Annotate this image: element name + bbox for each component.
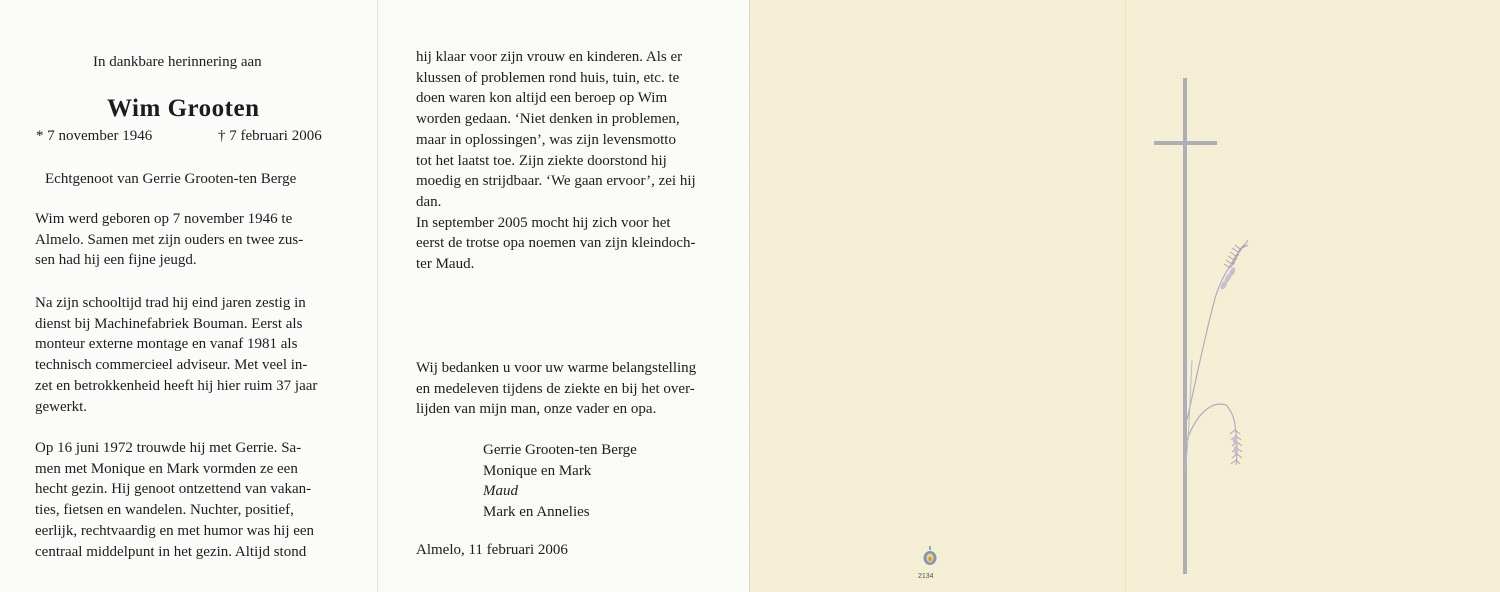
spouse-line: Echtgenoot van Gerrie Grooten-ten Berge xyxy=(45,171,297,187)
signatory: Maud xyxy=(483,483,518,500)
text-line: eerst de trotse opa noemen van zijn kleindoch- xyxy=(416,235,696,252)
text-line: moedig en strijdbaar. ‘We gaan ervoor’, zei hij xyxy=(416,173,696,190)
text-line: ties, fietsen en wandelen. Nuchter, positief, xyxy=(35,502,294,519)
text-line: hecht gezin. Hij genoot ontzettend van vakan- xyxy=(35,481,312,498)
text-line: eerlijk, rechtvaardig en met humor was hij een xyxy=(35,522,315,539)
text-line: Wim werd geboren op 7 november 1946 te xyxy=(35,211,293,227)
paragraph-character xyxy=(416,47,722,275)
text-line: centraal middelpunt in het gezin. Altijd stond xyxy=(35,543,307,560)
text-line: Almelo. Samen met zijn ouders en twee zus- xyxy=(35,231,304,248)
paragraph-birth xyxy=(35,209,341,271)
text-line: worden gedaan. ‘Niet denken in problemen, xyxy=(416,111,680,128)
birth-date: * 7 november 1946 xyxy=(36,128,153,144)
cross-with-wheat-icon xyxy=(1126,0,1500,592)
text-line: sen had hij een fijne jeugd. xyxy=(35,252,197,269)
text-line: technisch commercieel adviseur. Met veel in- xyxy=(35,357,308,374)
printer-logo-icon xyxy=(921,545,939,567)
signatory: Mark en Annelies xyxy=(483,504,590,521)
death-date: † 7 februari 2006 xyxy=(218,128,322,144)
place-date: Almelo, 11 februari 2006 xyxy=(416,542,568,558)
signatory: Gerrie Grooten-ten Berge xyxy=(483,442,637,458)
signatories xyxy=(483,440,637,523)
text-line: gewerkt. xyxy=(35,398,88,415)
front-panel xyxy=(1125,0,1500,592)
text-line: lijden van mijn man, onze vader en opa. xyxy=(416,401,657,418)
right-text-panel xyxy=(378,0,750,592)
text-line: dan. xyxy=(416,193,442,210)
text-line: ter Maud. xyxy=(416,256,475,273)
paragraph-career xyxy=(35,293,341,417)
text-line: zet en betrokkenheid heeft hij hier ruim 37 jaar xyxy=(35,377,318,394)
intro-line: In dankbare herinnering aan xyxy=(93,54,262,70)
back-panel xyxy=(750,0,1125,592)
signatory: Monique en Mark xyxy=(483,462,592,479)
text-line: Op 16 juni 1972 trouwde hij met Gerrie. Sa- xyxy=(35,440,302,456)
paragraph-family xyxy=(35,438,341,562)
deceased-name: Wim Grooten xyxy=(107,95,260,122)
text-line: en medeleven tijdens de ziekte en bij het over- xyxy=(416,380,695,397)
text-line: dienst bij Machinefabriek Bouman. Eerst als xyxy=(35,315,303,332)
left-text-panel xyxy=(0,0,378,592)
text-line: hij klaar voor zijn vrouw en kinderen. Als er xyxy=(416,49,683,65)
text-line: maar in oplossingen’, was zijn levensmotto xyxy=(416,131,676,148)
text-line: In september 2005 mocht hij zich voor het xyxy=(416,214,671,231)
text-line: Na zijn schooltijd trad hij eind jaren zestig in xyxy=(35,295,306,311)
text-line: klussen of problemen rond huis, tuin, etc. te xyxy=(416,69,680,86)
paragraph-thanks xyxy=(416,358,722,420)
text-line: tot het laatst toe. Zijn ziekte doorstond hij xyxy=(416,152,667,169)
text-line: doen waren kon altijd een beroep op Wim xyxy=(416,90,668,107)
text-line: men met Monique en Mark vormden ze een xyxy=(35,460,298,477)
text-line: monteur externe montage en vanaf 1981 als xyxy=(35,336,298,353)
printer-code: 2134 xyxy=(918,573,934,580)
text-line: Wij bedanken u voor uw warme belangstelling xyxy=(416,360,697,376)
